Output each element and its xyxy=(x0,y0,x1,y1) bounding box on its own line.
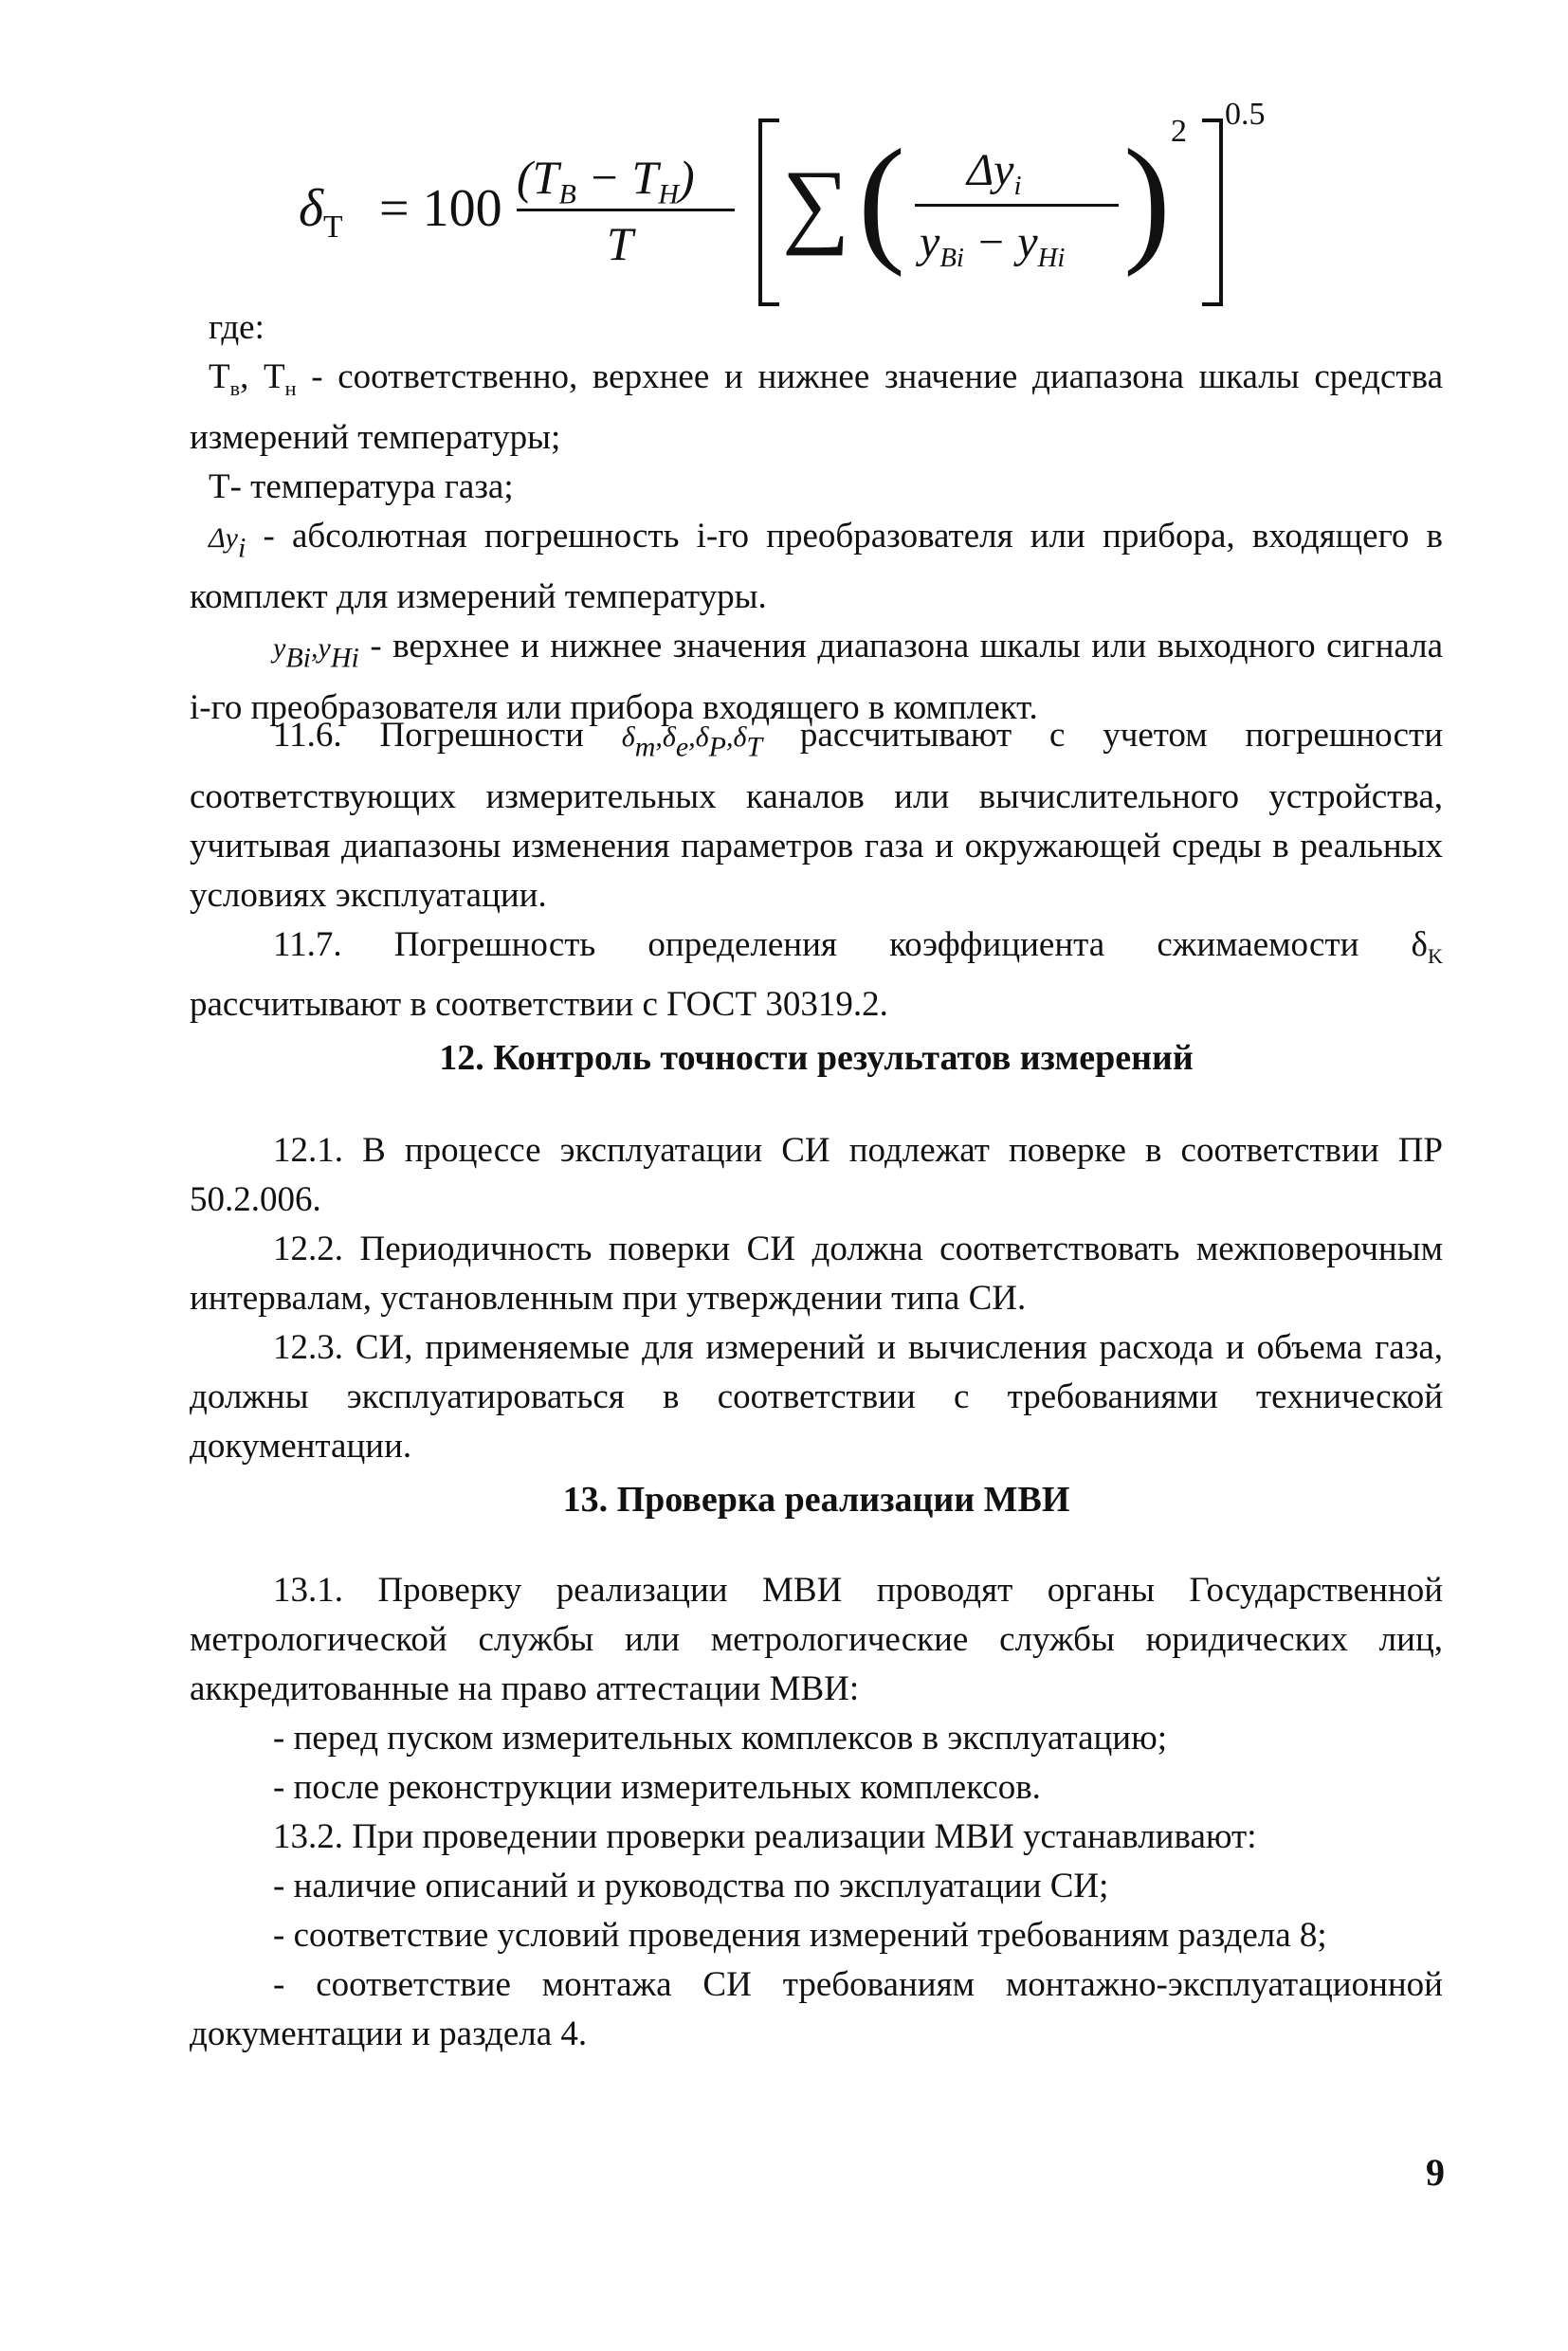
formula-paren-right: ) xyxy=(1123,120,1171,278)
definition-tb-th: $Т_в$, $Т_н$ - соответственно, верхнее и нижнее значение диапазона шкалы средства измерений температуры; xyxy=(190,357,1443,457)
definition-yb-yh: $y_{Bi},y_{Hi}$ - верхнее и нижнее значения диапазона шкалы или выходного сигнала i-го преобразователя или прибора входящего в комплект. xyxy=(190,627,1443,727)
paragraph-12-3: 12.3. СИ, применяемые для измерений и вычисления расхода и объема газа, должны эксплуатироваться в соответствии с требованиями технической документации. xyxy=(190,1328,1443,1466)
formula-frac-bar xyxy=(517,209,735,211)
page-number: 9 xyxy=(1426,2151,1445,2194)
definitions-block xyxy=(190,303,1443,733)
formula-bracket-right xyxy=(1202,118,1223,306)
paragraph-13-1: 13.1. Проверку реализации МВИ проводят органы Государственной метрологической службы или метрологические службы юридических лиц, аккредитованные на право аттестации МВИ: xyxy=(190,1571,1443,1708)
paragraph-11-7: 11.7. Погрешность определения коэффициента сжимаемости $\delta_K$ рассчитывают в соответствии с ГОСТ 30319.2. xyxy=(190,924,1443,1025)
formula-bracket-left xyxy=(758,118,779,306)
formula-power-inner: 2 xyxy=(1171,114,1187,149)
formula-frac-numerator: $(T_B - T_H)$ xyxy=(517,151,695,210)
formula-inner-bar xyxy=(915,204,1119,207)
formula-inner-denominator: $y_{Bi} - y_{Hi}$ xyxy=(920,217,1066,274)
paragraph-11-6: 11.6. Погрешности $\delta_m,\delta_e,\delta_P,\delta_T$ рассчитывают с учетом погрешности соответствующих измерительных каналов или вычислительного устройства, учитывая диапазоны изменения параметров газа и окружающей среды в реальных условиях эксплуатации. xyxy=(190,716,1443,915)
formula-lhs: $\delta_T$ xyxy=(299,179,343,245)
list-item-13-2-c: - соответствие монтажа СИ требованиям монтажно-эксплуатационной документации и раздела 4. xyxy=(190,1965,1443,2053)
section-12-heading: 12. Контроль точности результатов измерений xyxy=(439,1038,1194,1078)
definition-t: Т- температура газа; xyxy=(209,466,514,506)
paragraph-12-2: 12.2. Периодичность поверки СИ должна соответствовать межповерочным интервалам, установленным при утверждении типа СИ. xyxy=(190,1230,1443,1318)
formula-frac-denominator: T xyxy=(607,217,633,270)
section-13-body xyxy=(190,1566,1443,2059)
list-item-13-2-a: - наличие описаний и руководства по эксплуатации СИ; xyxy=(273,1867,1109,1905)
where-label: где: xyxy=(209,308,264,347)
list-item-13-1-a: - перед пуском измерительных комплексов в эксплуатацию; xyxy=(273,1719,1168,1758)
paragraph-13-2: 13.2. При проведении проверки реализации МВИ устанавливают: xyxy=(273,1817,1257,1856)
paragraph-12-1: 12.1. В процессе эксплуатации СИ подлежат поверке в соответствии ПР 50.2.006. xyxy=(190,1131,1443,1219)
list-item-13-2-b: - соответствие условий проведения измерений требованиям раздела 8; xyxy=(273,1916,1327,1955)
formula-power-outer: 0.5 xyxy=(1225,97,1266,132)
section-13-heading: 13. Проверка реализации МВИ xyxy=(562,1480,1070,1520)
formula-sigma: ∑ xyxy=(782,151,850,256)
formula-equals-100: = 100 xyxy=(379,179,502,238)
list-item-13-1-b: - после реконструкции измерительных комплексов. xyxy=(273,1768,1041,1807)
definition-dy: $\Delta y_i$ - абсолютная погрешность i-го преобразователя или прибора, входящего в комплект для измерений температуры. xyxy=(190,516,1443,617)
formula-inner-numerator: $\Delta y_i$ xyxy=(967,145,1022,202)
section-11-paragraphs xyxy=(190,711,1443,1030)
section-12-body xyxy=(190,1126,1443,1471)
formula-delta-t xyxy=(284,97,1266,322)
formula-paren-left: ( xyxy=(858,120,905,278)
